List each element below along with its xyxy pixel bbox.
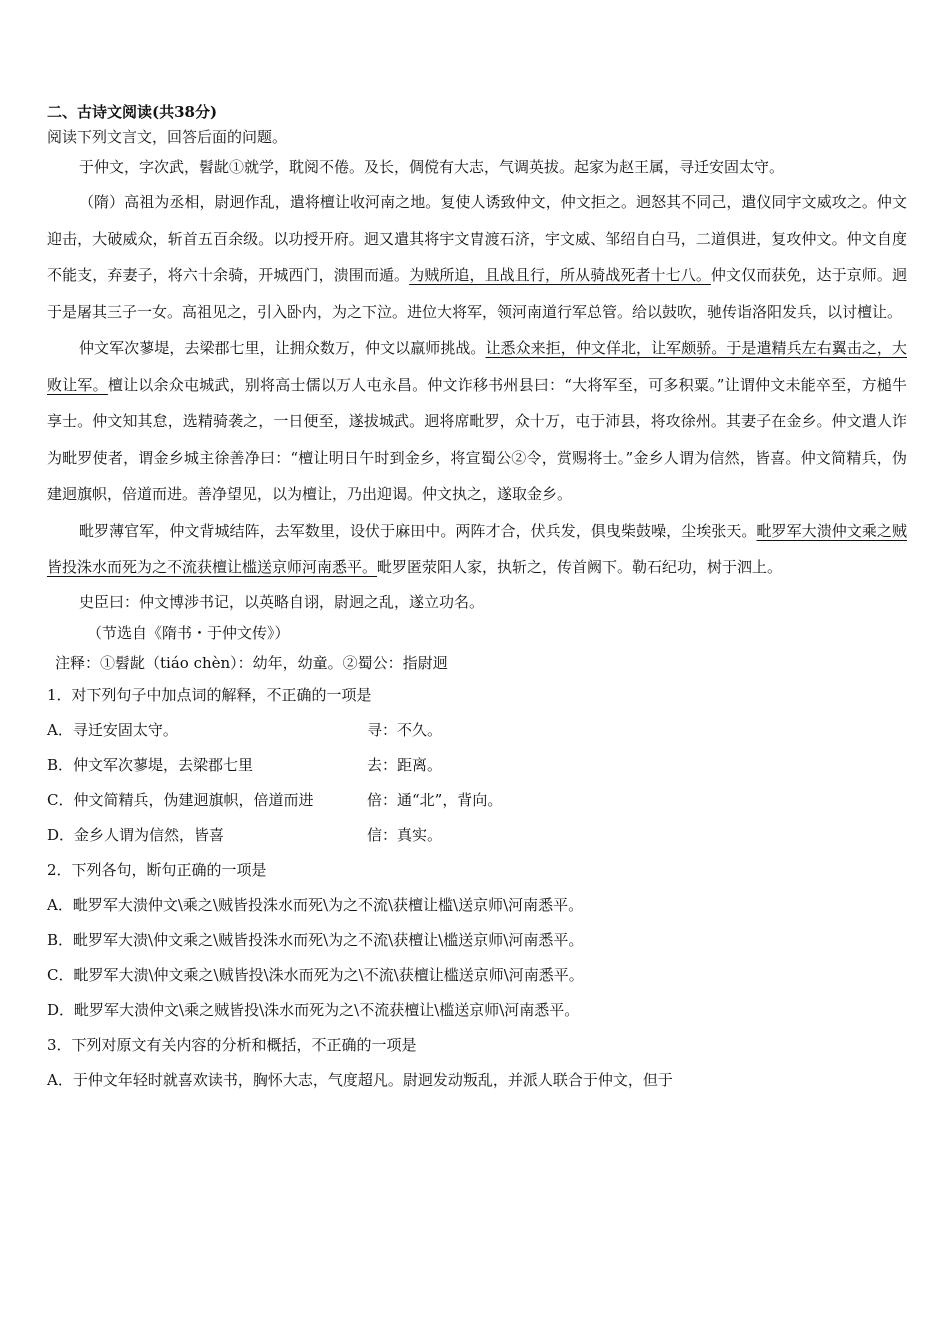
passage-paragraph-4: 毗罗薄官军，仲文背城结阵，去军数里，设伏于麻田中。两阵才合，伏兵发，俱曳柴鼓噪，尘埃张天。毗罗军大溃仲文乘之贼皆投洙水而死为之不流获檀让槛送京师河南悉平。毗罗匿荥阳人家，执斩之，传首阙下。勒石纪功，树于泗上。 (47, 521, 907, 576)
exam-page (47, 100, 907, 1098)
underlined-sentence-3: 毗罗军大溃仲文乘之贼皆投洙水而死为之不流获檀让槛送京师河南悉平。 (47, 521, 907, 576)
question-stem: 2．下列各句，断句正确的一项是 (47, 860, 267, 879)
question-stem: 1．对下列句子中加点词的解释，不正确的一项是 (47, 685, 372, 704)
option-c[interactable]: C．仲文简精兵，伪建迥旗帜，倍道而进 倍：通“北”，背向。 (47, 790, 503, 809)
option-d[interactable]: D．毗罗军大溃仲文\乘之贼皆投\洙水而死为之\不流获檀让\槛送京师\河南悉平。 (47, 1000, 580, 1019)
passage-source: （节选自《隋书・于仲文传》） (87, 623, 290, 642)
underlined-sentence-2: 让悉众来拒，仲文佯北，让军颇骄。于是遣精兵左右翼击之，大败让军。 (47, 339, 907, 394)
option-a[interactable]: A．于仲文年轻时就喜欢读书，胸怀大志，气度超凡。尉迥发动叛乱，并派人联合于仲文，但于 (47, 1070, 673, 1089)
passage-paragraph-1: 于仲文，字次武，髫龀①就学，耽阅不倦。及长，倜傥有大志，气调英拔。起家为赵王属，寻迁安固太守。 (79, 158, 785, 176)
question-1 (47, 678, 907, 853)
annotation-note: 注释：①髫龀（tiáo chèn）：幼年，幼童。②蜀公：指尉迥 (55, 653, 448, 672)
question-stem: 3．下列对原文有关内容的分析和概括，不正确的一项是 (47, 1035, 417, 1054)
option-a[interactable]: A．寻迁安固太守。 寻：不久。 (47, 720, 443, 739)
underlined-sentence-1: 为贼所追，且战且行，所从骑战死者十七八。 (409, 266, 711, 284)
question-2 (47, 853, 907, 1028)
option-d[interactable]: D．金乡人谓为信然，皆喜 信：真实。 (47, 825, 443, 844)
historian-comment: 史臣曰：仲文博涉书记，以英略自诩，尉迥之乱，遂立功名。 (79, 592, 485, 611)
passage-paragraph-2: （隋）高祖为丞相，尉迥作乱，遣将檀让收河南之地。复使人诱致仲文，仲文拒之。迥怒其不同己，遣仪同宇文威攻之。仲文迎击，大破威众，斩首五百余级。以功授开府。迥又遣其将宇文胄渡石济，宇文威、邹绍自白马，二道俱进，复攻仲文。仲文自度不能支，弃妻子，将六十余骑，开城西门，溃围而遁。为贼所追，且战且行，所从骑战死者十七八。仲文仅而获免，达于京师。迥于是屠其三子一女。高祖见之，引入卧内，为之下泣。进位大将军，领河南道行军总管。给以鼓吹，驰传诣洛阳发兵，以讨檀让。 (47, 193, 907, 321)
section-intro: 阅读下列文言文，回答后面的问题。 (47, 128, 288, 146)
section-heading: 二、古诗文阅读(共38分) (47, 103, 218, 121)
option-b[interactable]: B．仲文军次蓼堤，去梁郡七里 去：距离。 (47, 755, 443, 774)
option-b[interactable]: B．毗罗军大溃\仲文乘之\贼皆投洙水而死\为之不流\获檀让\槛送京师\河南悉平。 (47, 930, 584, 949)
passage-paragraph-3: 仲文军次蓼堤，去梁郡七里，让拥众数万，仲文以羸师挑战。让悉众来拒，仲文佯北，让军颇骄。于是遣精兵左右翼击之，大败让军。檀让以余众屯城武，别将高士儒以万人屯永昌。仲文诈移书州县曰：“大将军至，可多积粟。”让谓仲文未能卒至，方槌牛享士。仲文知其怠，选精骑袭之，一日便至，遂拔城武。迥将席毗罗，众十万，屯于沛县，将攻徐州。其妻子在金乡。仲文遣人诈为毗罗使者，谓金乡城主徐善净曰：“檀让明日午时到金乡，将宣蜀公②令，赏赐将士。”金乡人谓为信然，皆喜。仲文简精兵，伪建迥旗帜，倍道而进。善净望见，以为檀让，乃出迎谒。仲文执之，遂取金乡。 (47, 339, 907, 503)
question-3 (47, 1028, 907, 1098)
option-a[interactable]: A．毗罗军大溃仲文\乘之\贼皆投洙水而死\为之不流\获檀让槛\送京师\河南悉平。 (47, 895, 584, 914)
option-c[interactable]: C．毗罗军大溃\仲文乘之\贼皆投\洙水而死为之\不流\获檀让槛送京师\河南悉平。 (47, 965, 584, 984)
